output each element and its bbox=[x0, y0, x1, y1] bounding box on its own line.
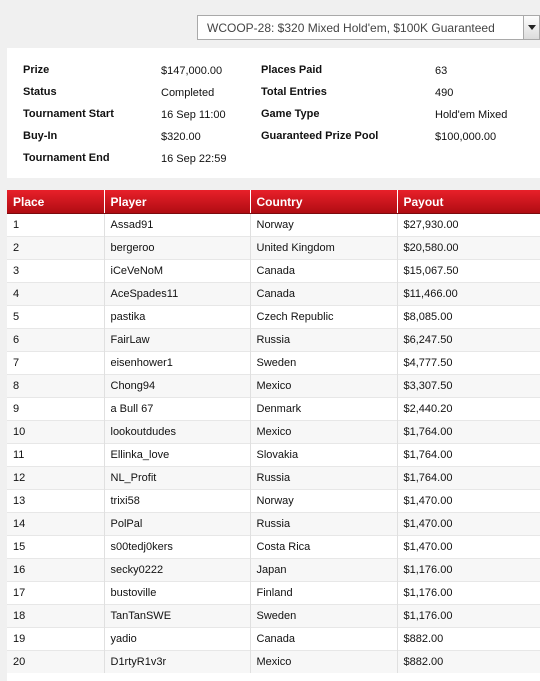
place-cell: 17 bbox=[7, 582, 104, 605]
player-cell: Chong94 bbox=[104, 375, 250, 398]
payout-cell: $8,085.00 bbox=[397, 306, 540, 329]
table-row[interactable] bbox=[7, 444, 540, 467]
payout-cell: $3,307.50 bbox=[397, 375, 540, 398]
tournament-summary bbox=[7, 48, 540, 178]
player-cell: FairLaw bbox=[104, 329, 250, 352]
country-cell: Russia bbox=[250, 329, 397, 352]
table-header-row bbox=[7, 190, 540, 214]
place-cell: 16 bbox=[7, 559, 104, 582]
payout-cell: $6,247.50 bbox=[397, 329, 540, 352]
table-row[interactable] bbox=[7, 605, 540, 628]
player-cell: pastika bbox=[104, 306, 250, 329]
country-cell: Sweden bbox=[250, 352, 397, 375]
table-row[interactable] bbox=[7, 513, 540, 536]
tournament-start-label: Tournament Start bbox=[23, 108, 114, 120]
table-row[interactable] bbox=[7, 329, 540, 352]
place-cell: 18 bbox=[7, 605, 104, 628]
prize-value: $147,000.00 bbox=[161, 65, 223, 77]
player-cell: D1rtyR1v3r bbox=[104, 651, 250, 674]
places-paid-label: Places Paid bbox=[261, 64, 323, 76]
status-value: Completed bbox=[161, 87, 215, 99]
table-row[interactable] bbox=[7, 536, 540, 559]
payout-cell: $27,930.00 bbox=[397, 214, 540, 237]
country-cell: United Kingdom bbox=[250, 237, 397, 260]
table-row[interactable] bbox=[7, 559, 540, 582]
payout-cell: $1,764.00 bbox=[397, 421, 540, 444]
country-cell: Canada bbox=[250, 283, 397, 306]
prize-label: Prize bbox=[23, 64, 50, 76]
column-header-payout[interactable]: Payout bbox=[397, 190, 540, 214]
place-cell: 13 bbox=[7, 490, 104, 513]
chevron-down-icon bbox=[528, 25, 536, 30]
country-cell: Japan bbox=[250, 559, 397, 582]
country-cell: Russia bbox=[250, 467, 397, 490]
player-cell: TanTanSWE bbox=[104, 605, 250, 628]
country-cell: Mexico bbox=[250, 375, 397, 398]
table-row[interactable] bbox=[7, 352, 540, 375]
table-row[interactable] bbox=[7, 214, 540, 237]
column-header-player[interactable]: Player bbox=[104, 190, 250, 214]
total-entries-value: 490 bbox=[435, 87, 454, 99]
tournament-end-label: Tournament End bbox=[23, 152, 110, 164]
country-cell: Mexico bbox=[250, 651, 397, 674]
place-cell: 4 bbox=[7, 283, 104, 306]
country-cell: Norway bbox=[250, 490, 397, 513]
table-row[interactable] bbox=[7, 467, 540, 490]
payout-cell: $2,440.20 bbox=[397, 398, 540, 421]
place-cell: 7 bbox=[7, 352, 104, 375]
game-type-label: Game Type bbox=[261, 108, 320, 120]
player-cell: s00tedj0kers bbox=[104, 536, 250, 559]
guaranteed-prize-pool-value: $100,000.00 bbox=[435, 131, 497, 143]
country-cell: Costa Rica bbox=[250, 536, 397, 559]
payout-cell: $1,764.00 bbox=[397, 444, 540, 467]
player-cell: yadio bbox=[104, 628, 250, 651]
payout-cell: $4,777.50 bbox=[397, 352, 540, 375]
player-cell: bergeroo bbox=[104, 237, 250, 260]
top-bar bbox=[0, 0, 540, 48]
country-cell: Denmark bbox=[250, 398, 397, 421]
country-cell: Norway bbox=[250, 214, 397, 237]
place-cell: 8 bbox=[7, 375, 104, 398]
guaranteed-prize-pool-label: Guaranteed Prize Pool bbox=[261, 130, 379, 142]
table-row[interactable] bbox=[7, 306, 540, 329]
payout-cell: $20,580.00 bbox=[397, 237, 540, 260]
payout-cell: $1,470.00 bbox=[397, 536, 540, 559]
payout-cell: $1,764.00 bbox=[397, 467, 540, 490]
place-cell: 19 bbox=[7, 628, 104, 651]
country-cell: Canada bbox=[250, 628, 397, 651]
country-cell: Slovakia bbox=[250, 444, 397, 467]
country-cell: Finland bbox=[250, 582, 397, 605]
buy-in-value: $320.00 bbox=[161, 131, 201, 143]
table-row[interactable] bbox=[7, 582, 540, 605]
table-row[interactable] bbox=[7, 651, 540, 674]
tournament-select[interactable] bbox=[197, 15, 540, 40]
payout-cell: $1,176.00 bbox=[397, 582, 540, 605]
player-cell: bustoville bbox=[104, 582, 250, 605]
player-cell: Ellinka_love bbox=[104, 444, 250, 467]
player-cell: PolPal bbox=[104, 513, 250, 536]
player-cell: AceSpades11 bbox=[104, 283, 250, 306]
game-type-value: Hold'em Mixed bbox=[435, 109, 508, 121]
table-row[interactable] bbox=[7, 237, 540, 260]
place-cell: 12 bbox=[7, 467, 104, 490]
country-cell: Mexico bbox=[250, 421, 397, 444]
place-cell: 5 bbox=[7, 306, 104, 329]
country-cell: Russia bbox=[250, 513, 397, 536]
player-cell: secky0222 bbox=[104, 559, 250, 582]
dropdown-button[interactable] bbox=[523, 16, 539, 39]
place-cell: 1 bbox=[7, 214, 104, 237]
place-cell: 9 bbox=[7, 398, 104, 421]
player-cell: NL_Profit bbox=[104, 467, 250, 490]
payout-cell: $1,470.00 bbox=[397, 513, 540, 536]
tournament-start-value: 16 Sep 11:00 bbox=[161, 109, 226, 121]
table-row[interactable] bbox=[7, 375, 540, 398]
player-cell: lookoutdudes bbox=[104, 421, 250, 444]
place-cell: 6 bbox=[7, 329, 104, 352]
results-body bbox=[7, 214, 540, 674]
place-cell: 20 bbox=[7, 651, 104, 674]
table-row[interactable] bbox=[7, 628, 540, 651]
place-cell: 2 bbox=[7, 237, 104, 260]
place-cell: 3 bbox=[7, 260, 104, 283]
player-cell: iCeVeNoM bbox=[104, 260, 250, 283]
player-cell: eisenhower1 bbox=[104, 352, 250, 375]
column-header-country[interactable]: Country bbox=[250, 190, 397, 214]
buy-in-label: Buy-In bbox=[23, 130, 58, 142]
results-table bbox=[7, 190, 540, 673]
places-paid-value: 63 bbox=[435, 65, 448, 77]
status-label: Status bbox=[23, 86, 57, 98]
payout-cell: $11,466.00 bbox=[397, 283, 540, 306]
results-table-container bbox=[7, 190, 540, 681]
table-row[interactable] bbox=[7, 490, 540, 513]
payout-cell: $15,067.50 bbox=[397, 260, 540, 283]
country-cell: Sweden bbox=[250, 605, 397, 628]
tournament-select-value[interactable]: WCOOP-28: $320 Mixed Hold'em, $100K Guaranteed bbox=[207, 20, 495, 35]
place-cell: 10 bbox=[7, 421, 104, 444]
column-header-place[interactable]: Place bbox=[7, 190, 104, 214]
payout-cell: $1,470.00 bbox=[397, 490, 540, 513]
player-cell: trixi58 bbox=[104, 490, 250, 513]
payout-cell: $1,176.00 bbox=[397, 605, 540, 628]
player-cell: a Bull 67 bbox=[104, 398, 250, 421]
payout-cell: $882.00 bbox=[397, 628, 540, 651]
place-cell: 14 bbox=[7, 513, 104, 536]
country-cell: Canada bbox=[250, 260, 397, 283]
payout-cell: $1,176.00 bbox=[397, 559, 540, 582]
player-cell: Assad91 bbox=[104, 214, 250, 237]
table-row[interactable] bbox=[7, 421, 540, 444]
payout-cell: $882.00 bbox=[397, 651, 540, 674]
place-cell: 11 bbox=[7, 444, 104, 467]
table-row[interactable] bbox=[7, 260, 540, 283]
place-cell: 15 bbox=[7, 536, 104, 559]
country-cell: Czech Republic bbox=[250, 306, 397, 329]
tournament-end-value: 16 Sep 22:59 bbox=[161, 153, 227, 165]
total-entries-label: Total Entries bbox=[261, 86, 327, 98]
table-row[interactable] bbox=[7, 398, 540, 421]
table-row[interactable] bbox=[7, 283, 540, 306]
